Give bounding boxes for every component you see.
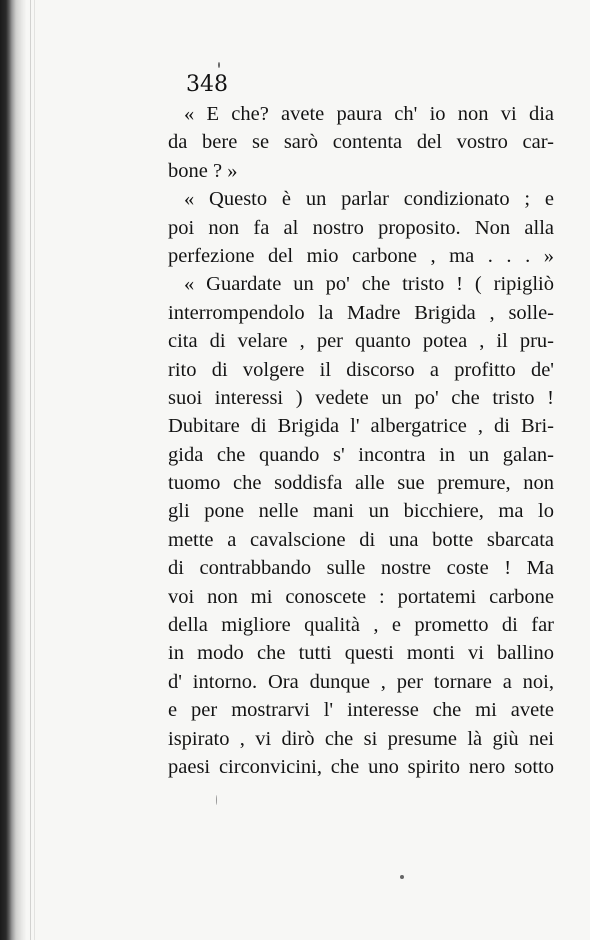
text-line: in modo che tutti questi monti vi ballino bbox=[168, 642, 554, 665]
text-line: tuomo che soddisfa alle sue premure, non bbox=[168, 472, 554, 495]
text-line: ispirato , vi dirò che si presume là giù nei bbox=[168, 727, 554, 750]
paper-speck bbox=[218, 62, 220, 68]
body-text bbox=[168, 100, 554, 781]
page-binding-shadow bbox=[0, 0, 26, 940]
paper-speck bbox=[400, 875, 404, 879]
text-line: gida che quando s' incontra in un galan- bbox=[168, 443, 554, 466]
text-line: « Guardate un po' che tristo ! ( ripigliò bbox=[184, 273, 554, 296]
page-edge-line bbox=[30, 0, 31, 940]
text-line: da bere se sarò contenta del vostro car- bbox=[168, 131, 554, 154]
text-line: della migliore qualità , e prometto di far bbox=[168, 614, 554, 637]
text-line: rito di volgere il discorso a profitto de' bbox=[168, 358, 554, 381]
text-line: « Questo è un parlar condizionato ; e bbox=[184, 188, 554, 211]
text-line: voi non mi conoscete : portatemi carbone bbox=[168, 585, 554, 608]
text-line: mette a cavalscione di una botte sbarcata bbox=[168, 528, 554, 551]
text-line: cita di velare , per quanto potea , il pru- bbox=[168, 330, 554, 353]
paper-speck bbox=[216, 795, 217, 805]
text-line: « E che? avete paura ch' io non vi dia bbox=[184, 103, 554, 125]
page-number: 348 bbox=[186, 72, 228, 97]
page-edge-line bbox=[34, 0, 35, 940]
text-line: e per mostrarvi l' interesse che mi avete bbox=[168, 699, 554, 722]
text-line: Dubitare di Brigida l' albergatrice , di Bri- bbox=[168, 415, 554, 438]
text-line: di contrabbando sulle nostre coste ! Ma bbox=[168, 557, 554, 580]
text-line: d' intorno. Ora dunque , per tornare a noi, bbox=[168, 670, 554, 693]
text-line: interrompendolo la Madre Brigida , solle- bbox=[168, 301, 554, 324]
text-line: perfezione del mio carbone , ma . . . » bbox=[168, 244, 554, 267]
text-line: paesi circonvicini, che uno spirito nero sotto bbox=[168, 755, 554, 778]
text-line: bone ? » bbox=[168, 159, 238, 182]
text-line: gli pone nelle mani un bicchiere, ma lo bbox=[168, 500, 554, 523]
text-line: poi non fa al nostro proposito. Non alla bbox=[168, 216, 554, 239]
text-line: suoi interessi ) vedete un po' che tristo ! bbox=[168, 386, 554, 409]
